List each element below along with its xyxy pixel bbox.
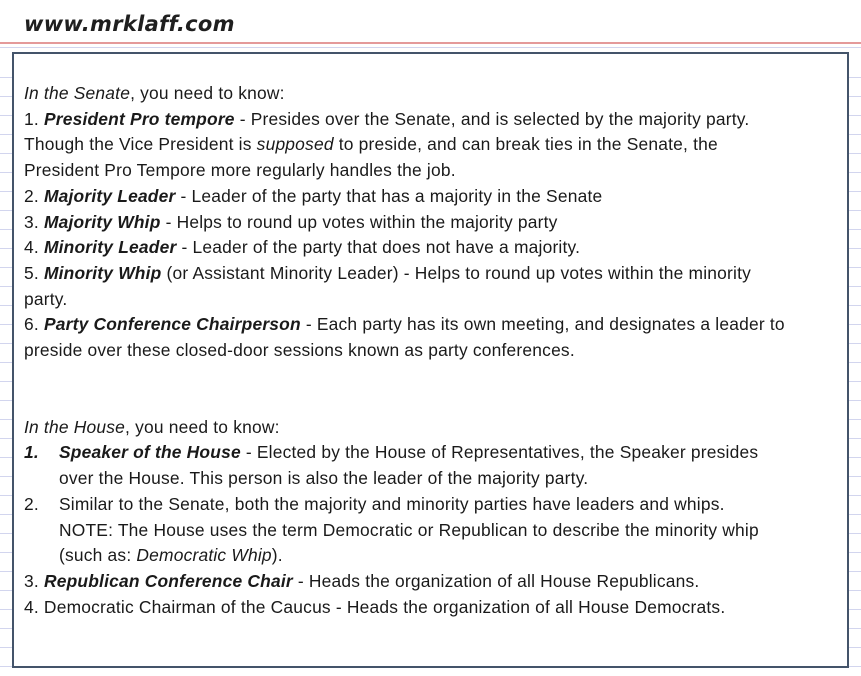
page-header [0, 0, 861, 44]
senate-item-6-cont: preside over these closed-door sessions known as party conferences. [24, 340, 575, 361]
senate-item-3: 3. Majority Whip - Helps to round up votes within the majority party [24, 211, 558, 232]
house-intro: In the House, you need to know: [24, 416, 280, 437]
content-card [12, 52, 849, 668]
notes-text [24, 81, 844, 620]
term: President Pro tempore [43, 108, 235, 129]
term: Minority Leader [43, 237, 177, 258]
house-item-1: 1. Speaker of the House - Elected by the House of Representatives, the Speaker presides over the House. This person is also the leader of the majority party. [24, 442, 759, 489]
term: Party Conference Chairperson [43, 314, 301, 335]
senate-item-5: 5. Minority Whip (or Assistant Minority Leader) - Helps to round up votes within the minority [24, 262, 752, 283]
list-number: 2. [24, 493, 39, 514]
senate-item-6: 6. Party Conference Chairperson - Each party has its own meeting, and designates a leader to [24, 314, 785, 335]
house-item-3: 3. Republican Conference Chair - Heads the organization of all House Republicans. [24, 570, 700, 591]
senate-item-1-cont: Though the Vice President is supposed to preside, and can break ties in the Senate, the [24, 134, 718, 155]
senate-item-1: 1. President Pro tempore - Presides over the Senate, and is selected by the majority party. [24, 108, 750, 129]
term: Majority Whip [43, 211, 161, 232]
senate-item-4: 4. Minority Leader - Leader of the party that does not have a majority. [24, 237, 581, 258]
site-title: www.mrklaff.com [24, 12, 235, 36]
section-spacer [24, 364, 844, 415]
senate-intro: In the Senate, you need to know: [24, 83, 285, 103]
house-item-2: 2. Similar to the Senate, both the majority and minority parties have leaders and whips. NOTE: The House uses the term Democratic or Republican to describe the minority whip (such as: Democratic Whip). [24, 493, 759, 566]
term: Minority Whip [43, 262, 162, 283]
term: Speaker of the House [59, 442, 241, 463]
senate-item-1-cont: President Pro Tempore more regularly handles the job. [24, 160, 456, 181]
list-number: 1. [24, 442, 39, 463]
senate-item-5-cont: party. [24, 288, 68, 309]
senate-item-2: 2. Majority Leader - Leader of the party that has a majority in the Senate [24, 185, 603, 206]
house-item-4: 4. Democratic Chairman of the Caucus - Heads the organization of all House Democrats. [24, 596, 726, 617]
header-divider [0, 42, 861, 44]
term: Majority Leader [43, 185, 176, 206]
term: Republican Conference Chair [43, 570, 293, 591]
